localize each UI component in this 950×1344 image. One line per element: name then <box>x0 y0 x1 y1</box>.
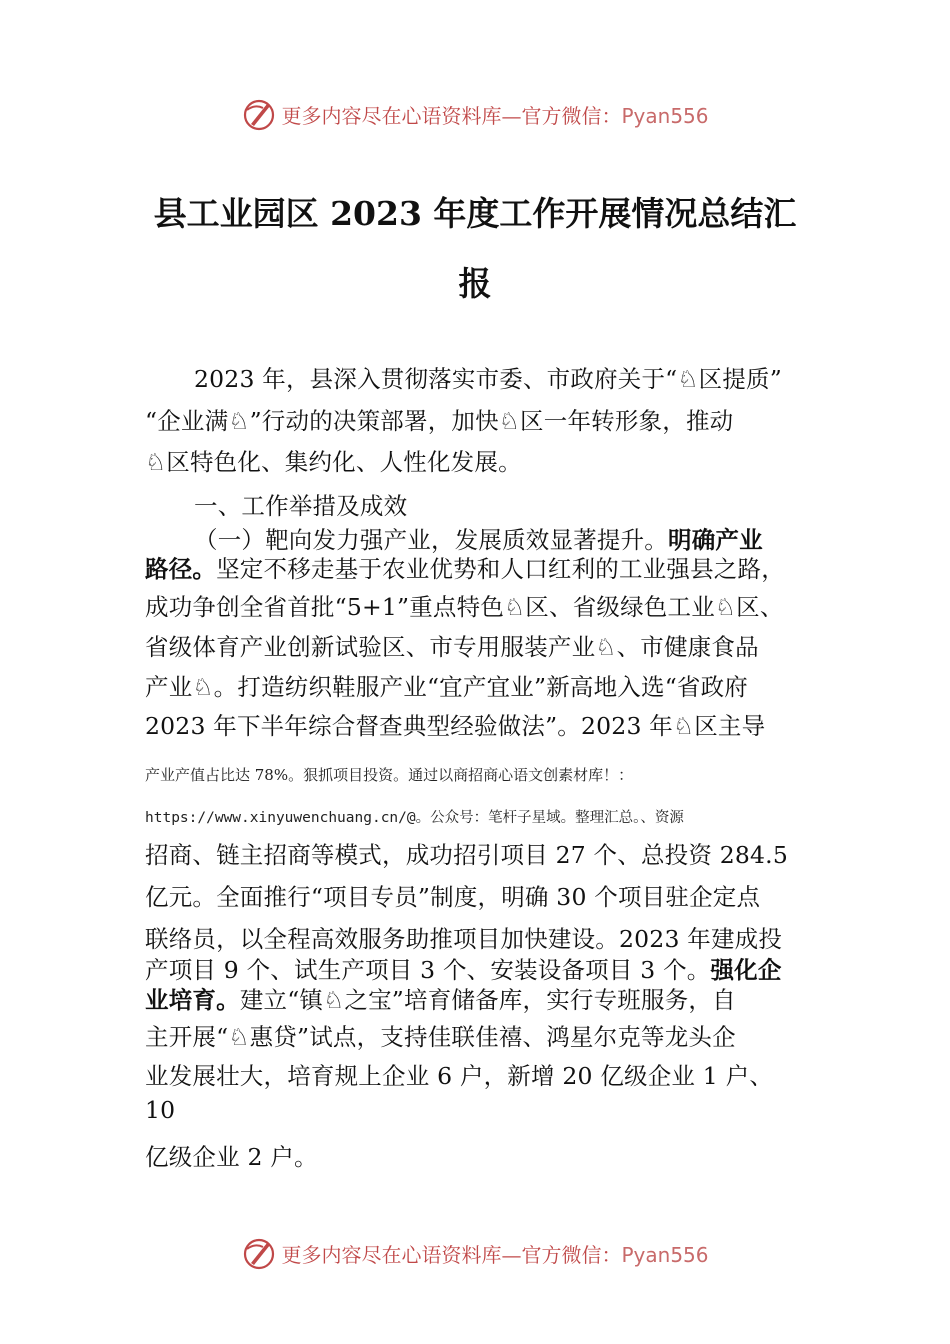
watermark-banner-bottom <box>0 1233 950 1273</box>
section-heading: 一、工作举措及成效 <box>194 492 408 520</box>
body-line: 2023 年，县深入贯彻落实市委、市政府关于“♘区提质” <box>194 365 782 393</box>
bold-keyword: 明确产业 <box>668 526 763 554</box>
pen-logo-icon <box>241 1235 277 1271</box>
body-line <box>145 550 785 584</box>
subsection-lead: （一）靶向发力强产业，发展质效显著提升。 <box>194 526 668 554</box>
body-line: 亿级企业 2 户。 <box>145 1143 318 1171</box>
bold-keyword: 业培育。 <box>145 986 240 1014</box>
watermark-wechat-id: Pyan556 <box>621 1242 709 1267</box>
bold-keyword: 路径。 <box>145 555 217 583</box>
pen-logo-icon <box>241 96 277 132</box>
page-title-line-2: 报 <box>458 264 492 303</box>
bold-keyword: 强化企 <box>710 956 782 984</box>
body-line: 成功争创全省首批“5+1”重点特色♘区、省级绿色工业♘区、 <box>145 593 784 621</box>
watermark-banner-top <box>0 94 950 134</box>
body-line: 省级体育产业创新试验区、市专用服装产业♘、市健康食品 <box>145 633 759 661</box>
body-line: 联络员，以全程高效服务助推项目加快建设。2023 年建成投 <box>145 925 783 953</box>
inserted-url-line: https://www.xinyuwenchuang.cn/@。公众号：笔杆子星域。整理汇总。、资源 <box>145 810 684 826</box>
body-line: 招商、链主招商等模式，成功招引项目 27 个、总投资 284.5 <box>145 841 788 869</box>
body-text: 产项目 9 个、试生产项目 3 个、安装设备项目 3 个。 <box>145 956 711 984</box>
body-line: 亿元。全面推行“项目专员”制度，明确 30 个项目驻企定点 <box>145 883 761 911</box>
watermark-label: 更多内容尽在心语资料库—官方微信： <box>281 1242 622 1267</box>
body-text: 坚定不移走基于农业优势和人口红利的工业强县之路， <box>216 555 785 583</box>
body-line <box>145 981 736 1015</box>
watermark-text <box>281 1239 708 1268</box>
body-line: 业发展壮大，培育规上企业 6 户，新增 20 亿级企业 1 户、 <box>145 1062 774 1090</box>
body-line: 主开展“♘惠贷”试点，支持佳联佳禧、鸿星尔克等龙头企 <box>145 1023 736 1051</box>
watermark-label: 更多内容尽在心语资料库—官方微信： <box>281 103 622 128</box>
body-line: ♘区特色化、集约化、人性化发展。 <box>145 448 522 476</box>
body-line <box>145 951 782 985</box>
body-line: 2023 年下半年综合督查典型经验做法”。2023 年♘区主导 <box>145 712 766 740</box>
body-line: “企业满♘”行动的决策部署，加快♘区一年转形象，推动 <box>145 407 734 435</box>
body-line: 产业♘。打造纺织鞋服产业“宜产宜业”新高地入选“省政府 <box>145 673 749 701</box>
watermark-text <box>281 100 708 129</box>
inserted-ad-line: 产业产值占比达 78%。狠抓项目投资。通过以商招商心语文创素材库！： <box>145 766 634 784</box>
watermark-wechat-id: Pyan556 <box>621 103 709 128</box>
page-title-line-1: 县工业园区 2023 年度工作开展情况总结汇 <box>153 194 797 233</box>
body-text: 建立“镇♘之宝”培育储备库，实行专班服务，自 <box>239 986 736 1014</box>
body-line: 10 <box>145 1096 176 1124</box>
